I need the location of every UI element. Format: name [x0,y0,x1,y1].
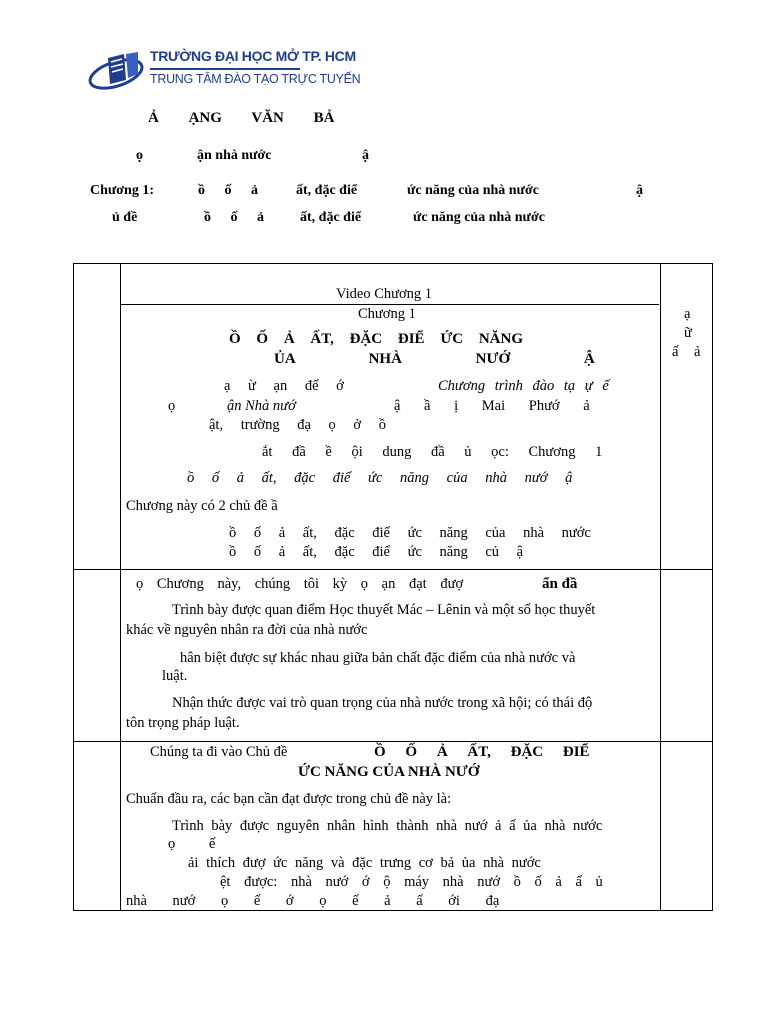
book-logo-icon [88,44,148,96]
topic-fragment-2: ất, đặc điể [300,210,362,225]
intro-line2-c: ậ ầ ị Mai Phướ ả [394,398,590,414]
objective-2-line2: luật. [162,668,188,684]
chapter-fragment-1: ồ ố ả [198,183,258,198]
topic-intro: Chúng ta đi vào Chủ đề [150,744,288,760]
topic-list-item-1: ồ ố ả ất, đặc điể ức năng của nhà nước [229,525,591,541]
outcome-2: ải thích đượ ức năng và đặc trưng cơ bả ủa nhà nước [188,855,541,871]
outcome-1-line1: Trình bày được nguyên nhân hình thành nhà nướ ả ấ ủa nhà nước [172,818,603,834]
topic-label: ủ đề [112,210,138,225]
objective-3-line2: tôn trọng pháp luật. [126,715,240,731]
side-note-line3: ấ ả [672,344,701,360]
logo-divider [150,68,300,70]
topic-heading-line2: ỨC NĂNG CỦA NHÀ NƯỚ [298,764,480,780]
intro-line1-a: ạ ừ ạn đế ớ [224,378,344,394]
subtitle-fragment-left: ọ [136,148,143,163]
side-note-line1: ạ [684,306,691,322]
outcome-1-line2: ọ ế [168,836,216,852]
document-title: Ả ẠNG VĂN BẢ [148,110,335,126]
logo-university-name: TRƯỜNG ĐẠI HỌC MỞ TP. HCM [150,48,356,64]
outcome-3-line1: ệt được: nhà nướ ớ ộ máy nhà nướ ồ ố ả ấ ủ [220,874,603,890]
chapter-heading-line1: Ồ Ố Ả ẤT, ĐẶC ĐIỂ ỨC NĂNG [229,331,523,347]
chapter-heading-line2: ỦA NHÀ NƯỚ Ậ [274,351,595,367]
video-chapter-title: Video Chương 1 [336,286,433,302]
university-logo [88,44,361,96]
content-start-line: ắt đầ ề ội dung đầ ủ ọc: Chương 1 [262,444,603,460]
objectives-intro: ọ Chương này, chúng tôi kỳ ọ ạn đạt đượ [136,576,464,592]
chapter-fragment-3: ức năng của nhà nước [407,183,539,198]
table-column-divider-left [120,264,121,910]
program-name: Chương trình đào tạ ự ế [438,378,609,394]
topic-fragment-1: ồ ố ả [204,210,264,225]
topic-heading-line1: Ồ Ố Ả ẤT, ĐẶC ĐIỂ [374,744,590,760]
intro-line3: ật, trường đạ ọ ở ồ [209,417,386,433]
objective-1-line2: khác về nguyên nhân ra đời của nhà nước [126,622,368,638]
chapter-topics-count: Chương này có 2 chủ đề ầ [126,498,278,514]
learning-outcomes-lead: Chuẩn đầu ra, các bạn cần đạt được trong chủ đề này là: [126,791,452,807]
topic-list-item-2: ồ ố ả ất, đặc điể ức năng củ ậ [229,544,524,560]
side-note-line2: ữ [684,325,692,341]
chapter-label: Chương 1: [90,183,154,198]
logo-center-name: TRUNG TÂM ĐÀO TẠO TRỰC TUYẾN [150,72,361,86]
intro-line2-a: ọ [168,398,176,414]
chapter-one-title: ồ ố ả ất, đặc điể ức năng của nhà nướ ậ [187,470,573,486]
table-row-divider-3 [74,741,712,742]
chapter-caption: Chương 1 [358,306,416,322]
objective-1-line1: Trình bày được quan điểm Học thuyết Mác – Lênin và một số học thuyết [172,602,596,618]
chapter-fragment-4: ậ [636,183,643,198]
subtitle-fragment-mid: ận nhà nước [197,148,272,163]
objectives-intro-bold: ẩn đầ [542,576,578,592]
course-name: ận Nhà nướ [227,398,296,414]
objective-2-line1: hân biệt được sự khác nhau giữa bản chất đặc điểm của nhà nước và [180,650,576,666]
outcome-3-line2: nhà nướ ọ ế ớ ọ ế ả ấ ới đạ [126,893,500,909]
objective-3-line1: Nhận thức được vai trò quan trọng của nhà nước trong xã hội; có thái độ [172,695,593,711]
subtitle-fragment-right: ậ [362,148,369,163]
table-column-divider-right [660,264,661,910]
chapter-fragment-2: ất, đặc điể [296,183,358,198]
table-row-divider-2 [74,569,712,570]
content-table [73,263,713,911]
topic-fragment-3: ức năng của nhà nước [413,210,545,225]
